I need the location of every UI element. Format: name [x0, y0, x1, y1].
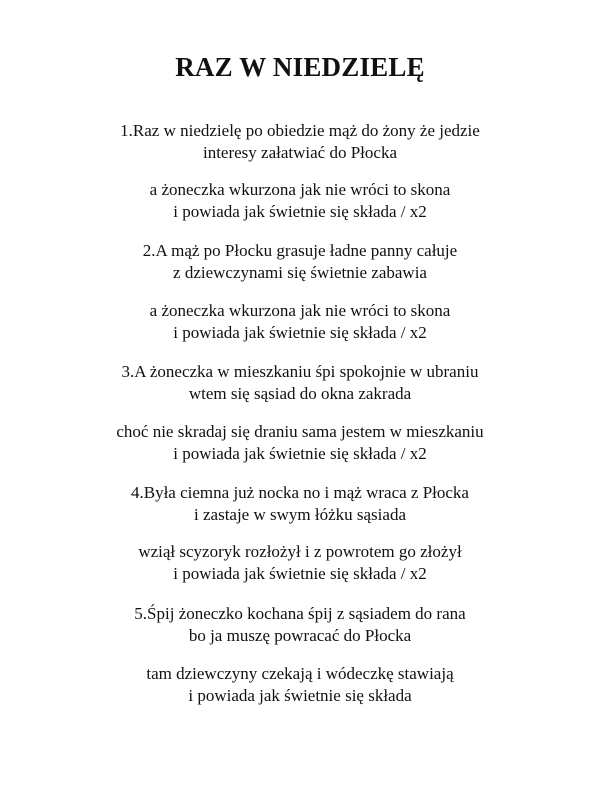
stanza-line: wtem się sąsiad do okna zakrada [188, 384, 412, 403]
stanza-line: z dziewczynami się świetnie zabawia [173, 263, 427, 282]
stanza-4 [0, 300, 600, 344]
stanza-2 [0, 179, 600, 223]
stanza-line: 2.A mąż po Płocku grasuje ładne panny całuje [142, 241, 458, 260]
stanza-5 [0, 361, 600, 405]
stanza-line: interesy załatwiać do Płocka [202, 143, 397, 162]
stanza-line: i powiada jak świetnie się składa / x2 [173, 323, 427, 342]
stanza-10 [0, 663, 600, 707]
stanza-line: wziął scyzoryk rozłożył i z powrotem go złożył [138, 542, 462, 561]
stanza-line: a żoneczka wkurzona jak nie wróci to skona [149, 301, 451, 320]
stanza-7 [0, 482, 600, 526]
stanza-3 [0, 240, 600, 284]
stanza-line: i powiada jak świetnie się składa / x2 [173, 564, 427, 583]
stanza-line: tam dziewczyny czekają i wódeczkę stawiają [146, 664, 454, 683]
stanza-line: bo ja muszę powracać do Płocka [188, 626, 412, 645]
stanza-6 [0, 421, 600, 465]
stanza-line: a żoneczka wkurzona jak nie wróci to skona [149, 180, 451, 199]
stanza-line: i powiada jak świetnie się składa / x2 [173, 444, 427, 463]
stanza-line: i powiada jak świetnie się składa [188, 686, 412, 705]
stanza-line: i zastaje w swym łóżku sąsiada [194, 505, 406, 524]
stanza-line: choć nie skradaj się draniu sama jestem w mieszkaniu [116, 422, 484, 441]
stanza-line: 1.Raz w niedzielę po obiedzie mąż do żony że jedzie [120, 121, 480, 140]
song-title: RAZ W NIEDZIELĘ [175, 52, 425, 82]
stanza-line: 4.Była ciemna już nocka no i mąż wraca z Płocka [131, 483, 469, 502]
stanza-9 [0, 603, 600, 647]
stanza-line: 5.Śpij żoneczko kochana śpij z sąsiadem do rana [134, 604, 466, 623]
stanza-8 [0, 541, 600, 585]
stanza-line: 3.A żoneczka w mieszkaniu śpi spokojnie w ubraniu [121, 362, 479, 381]
stanza-1 [0, 120, 600, 164]
stanza-line: i powiada jak świetnie się składa / x2 [173, 202, 427, 221]
